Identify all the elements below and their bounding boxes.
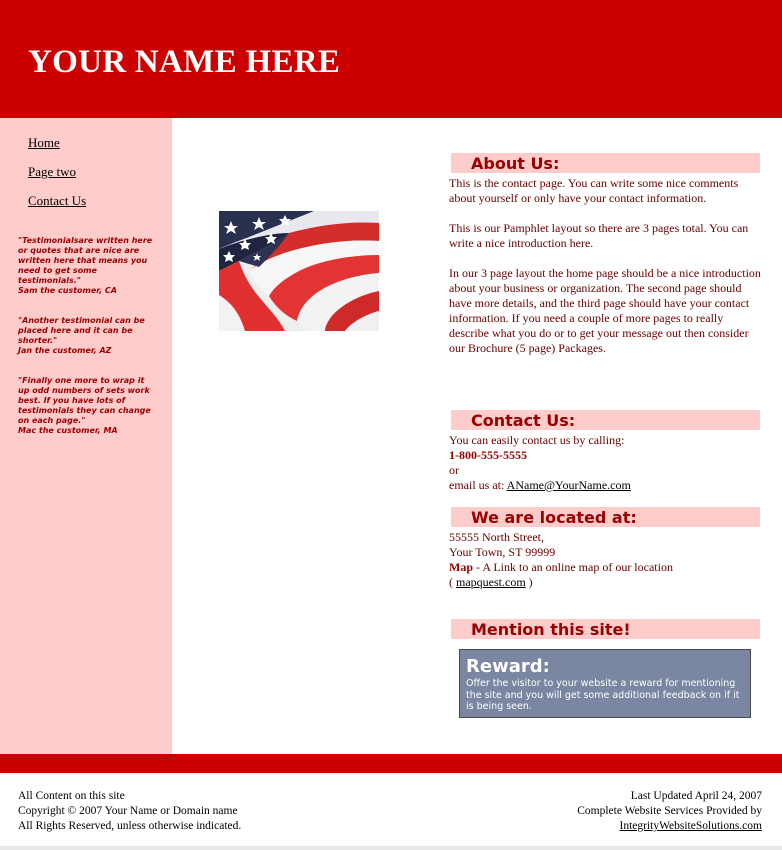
footer-line: All Content on this site xyxy=(18,790,125,802)
sidebar xyxy=(0,118,172,754)
reward-text: Offer the visitor to your website a reward for mentioning the site and you will get some additional feedback on if it is being seen. xyxy=(466,678,740,712)
about-paragraph-3: In our 3 page layout the home page should be a nice introduction about your business or organization. The second page should have more details, and the third page should have your contact information. If you need a couple of more pages to really describe what you do or to get your message out then consider our Brochure (5 page) Packages. xyxy=(449,266,761,355)
nav-link-contact-us[interactable]: Contact Us xyxy=(28,193,87,208)
contact-intro: You can easily contact us by calling: xyxy=(449,433,625,447)
map-label: Map xyxy=(449,560,473,574)
contact-or: or xyxy=(449,463,459,477)
reward-title: Reward: xyxy=(466,656,550,677)
testimonial-quote: "Another testimonial can be placed here and it can be shorter." xyxy=(18,316,145,345)
footer-line: All Rights Reserved, unless otherwise indicated. xyxy=(18,820,242,832)
testimonial-author: Jan the customer, AZ xyxy=(18,346,112,355)
footer-bar xyxy=(0,754,782,773)
paren-close: ) xyxy=(525,575,533,589)
about-heading: About Us: xyxy=(471,154,560,173)
about-paragraph-2: This is our Pamphlet layout so there are 3 pages total. You can write a nice introduction here. xyxy=(449,221,749,250)
location-heading: We are located at: xyxy=(471,508,637,527)
contact-phone: 1-800-555-5555 xyxy=(449,448,527,462)
mention-heading: Mention this site! xyxy=(471,620,631,639)
testimonial-author: Mac the customer, MA xyxy=(18,426,118,435)
contact-email-label: email us at: xyxy=(449,478,507,492)
location-heading-bar xyxy=(451,507,760,527)
contact-content xyxy=(449,433,763,493)
paren-open: ( xyxy=(449,575,456,589)
testimonial-quote: "Testimonialsare written here or quotes that are nice are written here that means you need to get some testimonials." xyxy=(18,236,153,285)
testimonial-author: Sam the customer, CA xyxy=(18,286,117,295)
testimonial-2 xyxy=(18,316,158,356)
testimonial-quote: "Finally one more to wrap it up odd numbers of sets work best. If you have lots of testimonials they can change on each page." xyxy=(18,376,151,425)
location-content xyxy=(449,530,763,590)
testimonial-3 xyxy=(18,376,158,436)
bottom-rule xyxy=(0,846,782,850)
location-city: Your Town, ST 99999 xyxy=(449,545,556,559)
mention-heading-bar xyxy=(451,619,760,639)
testimonial-1 xyxy=(18,236,158,296)
site-header xyxy=(0,0,782,118)
about-content xyxy=(449,176,763,356)
contact-heading: Contact Us: xyxy=(471,411,576,430)
footer-credits xyxy=(577,789,762,834)
site-title: YOUR NAME HERE xyxy=(28,44,341,80)
services-provided: Complete Website Services Provided by xyxy=(577,805,762,817)
reward-box xyxy=(459,649,751,718)
about-heading-bar xyxy=(451,153,760,173)
location-street: 55555 North Street, xyxy=(449,530,544,544)
nav-link-home[interactable]: Home xyxy=(28,135,60,150)
footer-copyright xyxy=(18,789,241,834)
nav-link-page-two[interactable]: Page two xyxy=(28,164,77,179)
last-updated: Last Updated April 24, 2007 xyxy=(630,790,762,802)
footer-line: Copyright © 2007 Your Name or Domain name xyxy=(18,805,238,817)
map-description: - A Link to an online map of our location xyxy=(473,560,673,574)
contact-email-link[interactable]: AName@YourName.com xyxy=(506,478,631,492)
contact-heading-bar xyxy=(451,410,760,430)
sidebar-nav xyxy=(28,135,86,222)
about-paragraph-1: This is the contact page. You can write some nice comments about yourself or only have your contact information. xyxy=(449,176,739,205)
american-flag-photo xyxy=(219,211,379,331)
mapquest-link[interactable]: mapquest.com xyxy=(456,575,526,589)
integrity-website-link[interactable]: IntegrityWebsiteSolutions.com xyxy=(619,820,762,832)
